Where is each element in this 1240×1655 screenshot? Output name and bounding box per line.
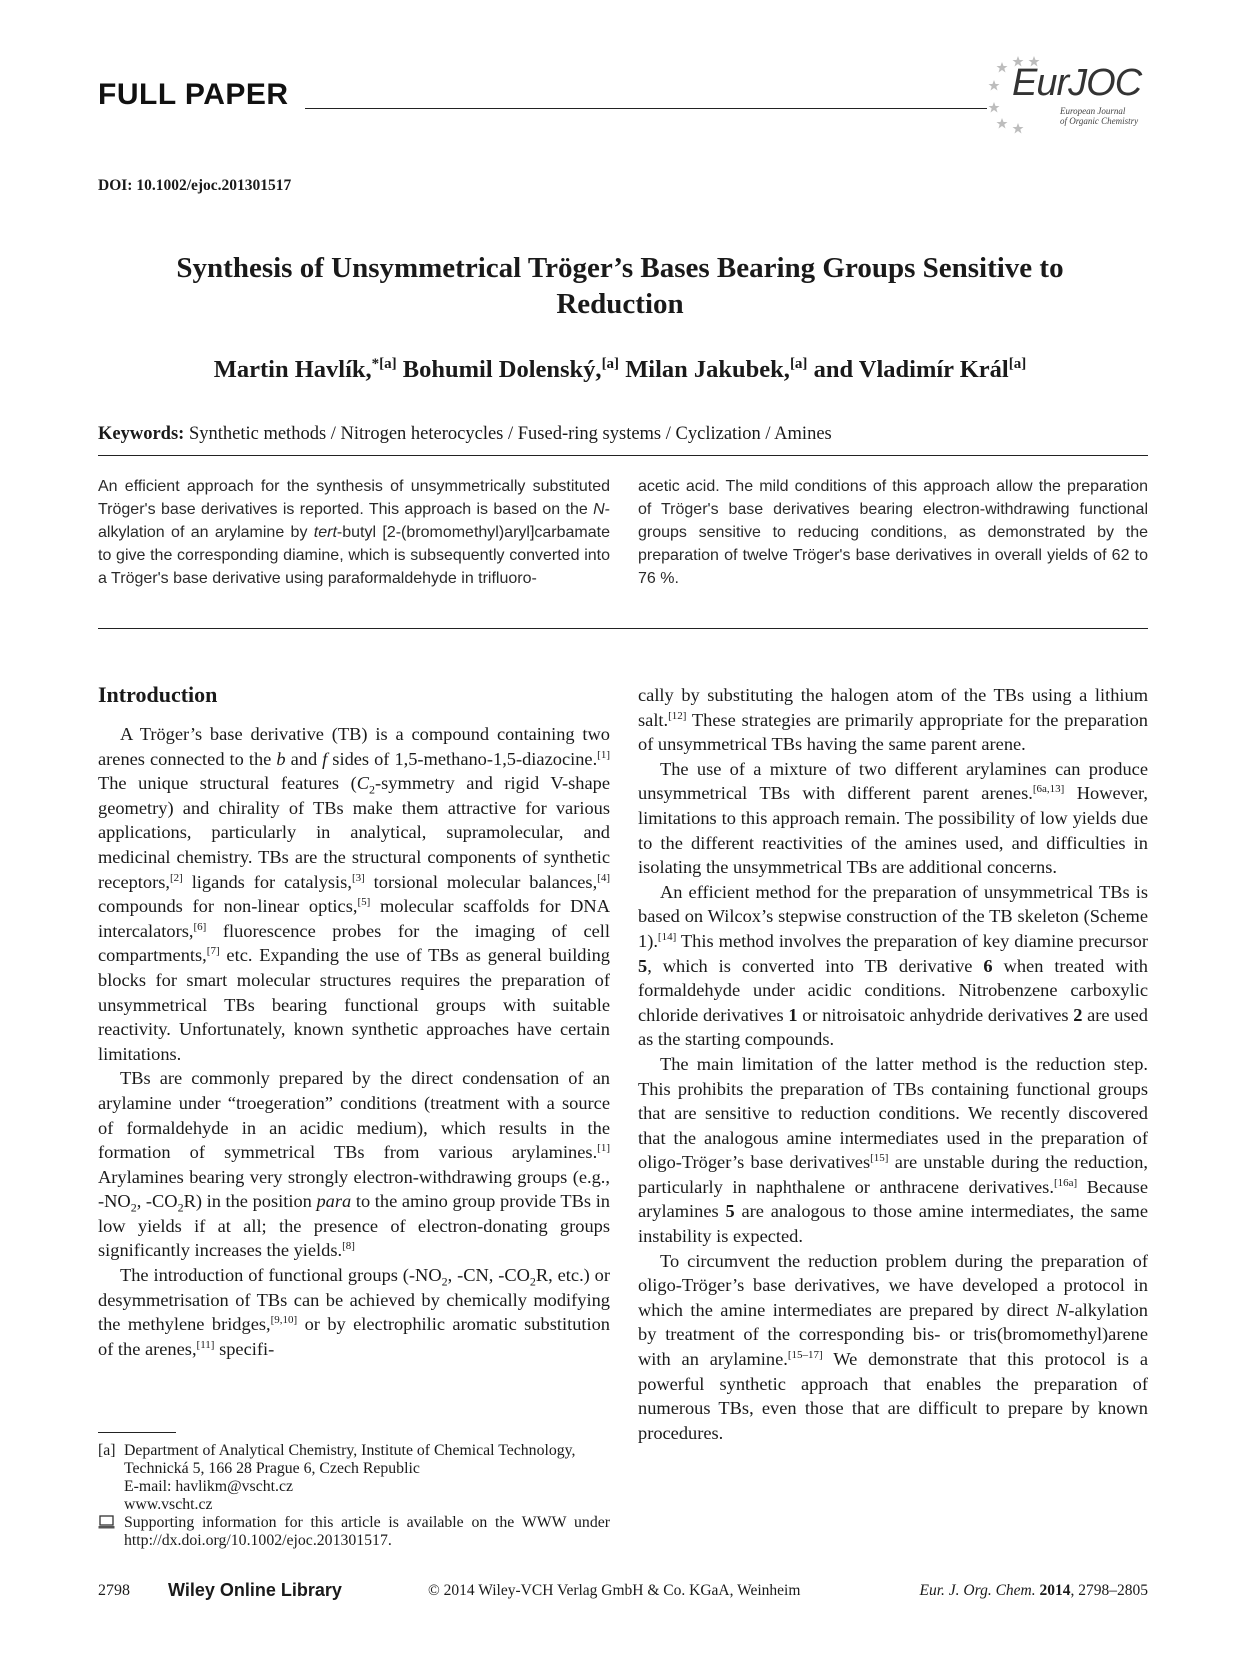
header-rule xyxy=(305,108,987,109)
title-line-1: Synthesis of Unsymmetrical Tröger’s Bases Bearing Groups Sensitive to xyxy=(176,252,1064,284)
library-name: Wiley Online Library xyxy=(168,1580,342,1600)
paragraph: The use of a mixture of two different arylamines can produce unsymmetrical TBs with different parent arenes.[6a,13] However, limitations to this approach remain. The possibility of low yields due to the different reactivities of the amines used, and difficulties in isolating the unsymmetrical TBs are additional concerns. xyxy=(638,758,1148,878)
abstract-left xyxy=(98,475,610,590)
author-name: Milan Jakubek, xyxy=(625,356,790,384)
paragraph: cally by substituting the halogen atom of the TBs using a lithium salt.[12] These strategies are primarily appropriate for the preparation of unsymmetrical TBs having the same parent arene. xyxy=(638,685,1148,755)
section-heading: Introduction xyxy=(98,682,218,707)
supporting-info: Supporting information for this article is available on the WWW under http://dx.doi.org/10.1002/ejoc.201301517. xyxy=(124,1514,610,1549)
logo-subtitle-1: European Journal xyxy=(1060,106,1126,116)
keywords-rule xyxy=(98,455,1148,456)
abstract-right: acetic acid. The mild conditions of this approach allow the preparation of Tröger's base derivatives bearing electron-withdrawing functional groups sensitive to reducing conditions, as demonstrated by the preparation of twelve Tröger's base derivatives in overall yields of 62 to 76 %. xyxy=(638,478,1148,587)
logo-wordmark: EurJOC xyxy=(1012,62,1142,104)
title-line-2: Reduction xyxy=(556,288,684,320)
affiliation-url: www.vscht.cz xyxy=(124,1496,213,1513)
paper-title xyxy=(120,250,1120,322)
paragraph: The introduction of functional groups ($-NO_2$, -CN, $-CO_2R$, etc.) or desymmetrisation of TBs can be achieved by chemically modifying the methylene bridges,[9,10] or by electrophilic aromatic substitution of the arenes,[11] specifi- xyxy=(98,1265,610,1359)
abstract-italic: N xyxy=(593,501,605,518)
abstract-italic: tert xyxy=(313,524,337,541)
paragraph: The main limitation of the latter method is the reduction step. This prohibits the preparation of TBs containing functional groups that are sensitive to reduction conditions. We recently discovered that the analogous amine intermediates used in the preparation of oligo-Tröger’s base derivatives[15] are unstable during the reduction, particularly in naphthalene or anthracene derivatives.[16a] Because arylamines 5 are analogous to those amine intermediates, the same instability is expected. xyxy=(638,1053,1149,1247)
computer-icon xyxy=(98,1514,124,1550)
abstract-text: -butyl [2-(bromomethyl)aryl]carbamate to give the corresponding diamine, which is subsequently converted into a Tröger's base derivative using paraformaldehyde in trifluoro- xyxy=(98,524,610,587)
journal-logo xyxy=(988,52,1148,137)
abstract-rule xyxy=(98,628,1148,629)
footnote xyxy=(98,1442,610,1550)
page-number: 2798 xyxy=(98,1582,130,1599)
author-name: Martin Havlík, xyxy=(213,356,372,384)
author-mark: [a] xyxy=(789,356,808,372)
footnote-rule xyxy=(98,1432,176,1433)
author-mark: *[a] xyxy=(371,356,397,372)
keywords-label: Keywords: xyxy=(98,424,185,444)
paragraph: A Tröger’s base derivative (TB) is a compound containing two arenes connected to the b and f sides of 1,5-methano-1,5-diazocine.[1] The unique structural features ($C_2$-symmetry and rigid V-shape geometry) and chirality of TBs make them attractive for various applications, particularly in analytical, supramolecular, and medicinal chemistry. TBs are the structural components of synthetic receptors,[2] ligands for catalysis,[3] torsional molecular balances,[4] compounds for non-linear optics,[5] molecular scaffolds for DNA intercalators,[6] fluorescence probes for the imaging of cell compartments,[7] etc. Expanding the use of TBs as general building blocks for smart molecular structures requires the preparation of unsymmetrical TBs bearing functional groups with suitable reactivity. Unfortunately, known synthetic approaches have certain limitations. xyxy=(98,724,610,1064)
author-name: Vladimír Král xyxy=(858,356,1009,384)
author-mark: [a] xyxy=(1008,356,1027,372)
doi: DOI: 10.1002/ejoc.201301517 xyxy=(98,177,292,194)
footnote-mark: [a] xyxy=(98,1442,116,1459)
journal-citation xyxy=(885,1582,1148,1600)
abstract-text: An efficient approach for the synthesis of unsymmetrically substituted Tröger's base derivatives is reported. This approach is based on the xyxy=(98,478,610,518)
abstract-text: -alkylation of an arylamine by xyxy=(98,501,610,541)
journal-year: 2014 xyxy=(1039,1582,1071,1599)
body-column-right xyxy=(638,683,1148,1445)
affiliation-line: Department of Analytical Chemistry, Institute of Chemical Technology, xyxy=(124,1442,576,1459)
section-label: FULL PAPER xyxy=(98,78,289,111)
keywords xyxy=(98,424,832,445)
affiliation-email: E-mail: havlikm@vscht.cz xyxy=(124,1478,293,1495)
body-column-left xyxy=(98,722,610,1361)
author-conjunction: and xyxy=(813,356,854,384)
author-mark: [a] xyxy=(601,356,620,372)
paragraph: To circumvent the reduction problem during the preparation of oligo-Tröger’s base derivatives, we have developed a protocol in which the amine intermediates are prepared by direct N-alkylation by treatment of the corresponding bis- or tris(bromomethyl)arene with an arylamine.[15–17] We demonstrate that this protocol is a powerful synthetic approach that enables the preparation of numerous TBs, even those that are difficult to prepare by known procedures. xyxy=(638,1250,1148,1443)
journal-pages: , 2798–2805 xyxy=(1070,1582,1148,1599)
logo-subtitle-2: of Organic Chemistry xyxy=(1060,116,1139,126)
author-list xyxy=(120,356,1120,384)
copyright: © 2014 Wiley-VCH Verlag GmbH & Co. KGaA, Weinheim xyxy=(428,1582,801,1599)
journal-name: Eur. J. Org. Chem. xyxy=(919,1582,1036,1599)
author-name: Bohumil Dolenský, xyxy=(402,356,602,384)
paragraph: An efficient method for the preparation of unsymmetrical TBs is based on Wilcox’s stepwise construction of the TB skeleton (Scheme 1).[14] This method involves the preparation of key diamine precursor 5, which is converted into TB derivative 6 when treated with formaldehyde under acidic conditions. Nitrobenzene carboxylic chloride derivatives 1 or nitroisatoic anhydride derivatives 2 are used as the starting compounds. xyxy=(638,881,1148,1050)
affiliation-address: Technická 5, 166 28 Prague 6, Czech Republic xyxy=(124,1460,420,1477)
paragraph: TBs are commonly prepared by the direct condensation of an arylamine under “troegeration” conditions (treatment with a source of formaldehyde in an acidic medium), which results in the formation of symmetrical TBs from various arylamines.[1] Arylamines bearing very strongly electron-withdrawing groups (e.g., $-NO_2$, $-CO_2R$) in the position para to the amino group provide TBs in low yields if at all; the presence of electron-donating groups significantly increases the yields.[8] xyxy=(98,1068,610,1261)
keywords-text: Synthetic methods / Nitrogen heterocycles / Fused-ring systems / Cyclization / Amines xyxy=(188,424,832,444)
